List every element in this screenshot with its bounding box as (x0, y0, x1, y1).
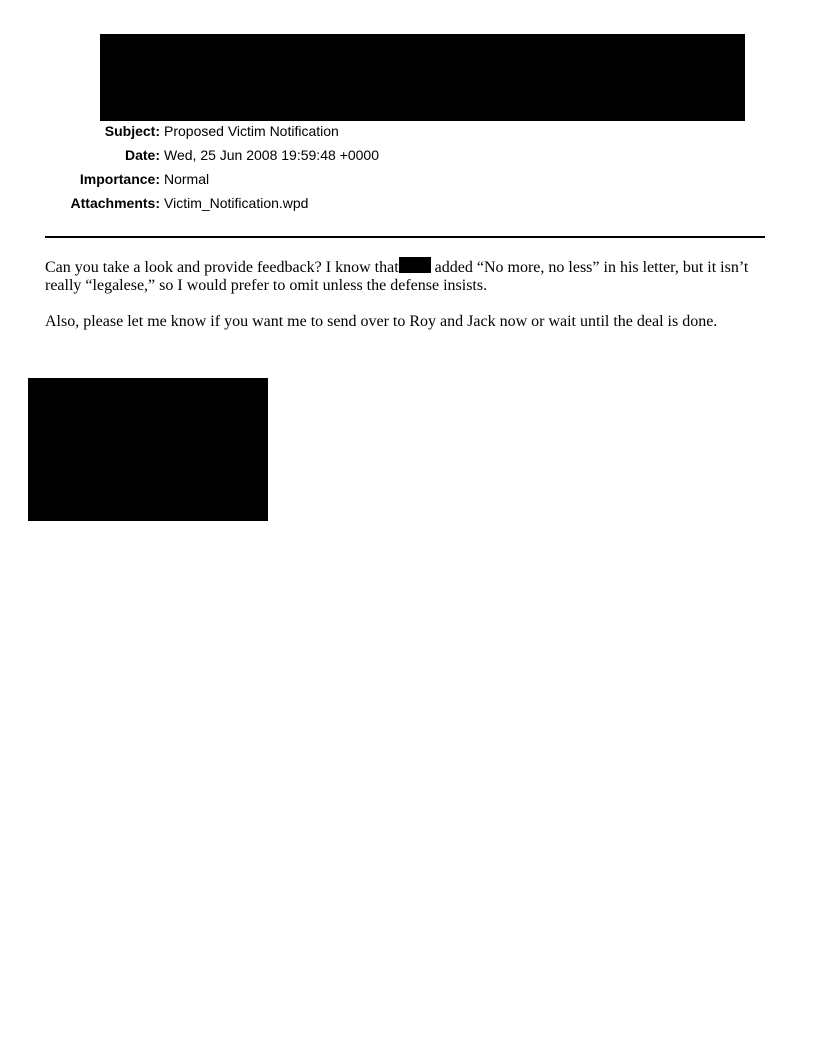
body-paragraph-1-end: added “No more, no less” in his letter, but it isn’t really “legalese,” so I would prefer to omit unless the defense insists. (45, 259, 749, 294)
header-divider (45, 236, 765, 238)
email-metadata (0, 121, 816, 217)
date-row (0, 145, 816, 169)
email-body (45, 257, 775, 349)
attachments-row (0, 193, 816, 217)
body-paragraph-1 (45, 257, 775, 295)
attachment-filename[interactable]: Victim_Notification.wpd (164, 195, 309, 211)
redacted-header-block (100, 34, 745, 121)
body-paragraph-2: Also, please let me know if you want me to send over to Roy and Jack now or wait until the deal is done. (45, 313, 718, 330)
date-label: Date: (124, 147, 160, 163)
attachments-label: Attachments: (70, 195, 160, 211)
importance-value: Normal (164, 171, 210, 187)
importance-row (0, 169, 816, 193)
importance-label: Importance: (79, 171, 160, 187)
date-value: Wed, 25 Jun 2008 19:59:48 +0000 (164, 147, 379, 163)
subject-row (0, 121, 816, 145)
subject-value: Proposed Victim Notification (164, 123, 339, 139)
inline-redaction (399, 257, 431, 273)
subject-label: Subject: (104, 123, 160, 139)
body-paragraph-1-start: Can you take a look and provide feedback? I know that (45, 259, 399, 276)
redacted-signature-block (28, 378, 268, 521)
